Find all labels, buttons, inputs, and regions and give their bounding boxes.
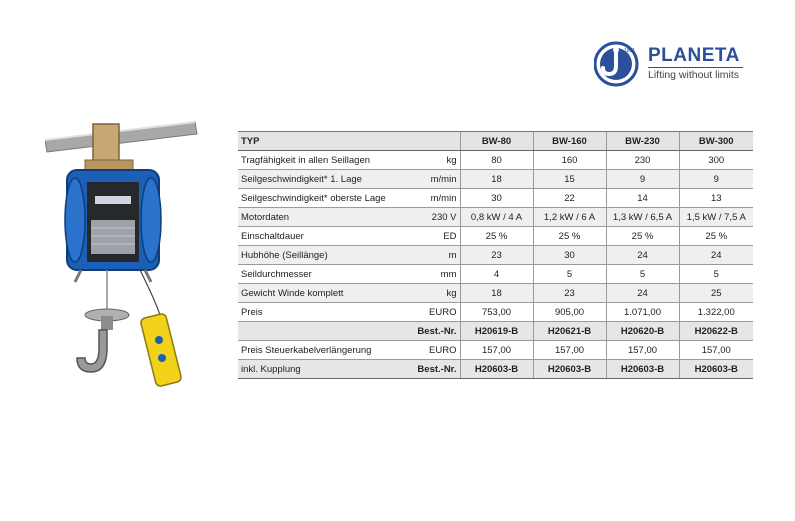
row-label: Seildurchmesser: [241, 268, 312, 280]
svg-text:1861: 1861: [624, 48, 636, 54]
table-cell: 23: [460, 246, 533, 265]
row-unit: 230 V: [431, 211, 457, 223]
table-cell: 24: [679, 246, 753, 265]
table-cell: 160: [533, 151, 606, 170]
row-unit: m/min: [430, 173, 457, 185]
table-header-row: [238, 132, 753, 151]
price-cell: 905,00: [533, 303, 606, 322]
table-cell: 18: [460, 170, 533, 189]
table-cell: 15: [533, 170, 606, 189]
table-cell: 18: [460, 284, 533, 303]
table-row: [238, 246, 753, 265]
price-cell: 157,00: [460, 341, 533, 360]
header-model: BW-230: [606, 132, 679, 151]
cable-code-row: [238, 360, 753, 379]
row-label-cell: [238, 265, 460, 284]
row-unit: EURO: [429, 306, 457, 318]
row-unit: mm: [440, 268, 457, 280]
order-code-cell: H20619-B: [460, 322, 533, 341]
table-cell: 25 %: [606, 227, 679, 246]
header-model: BW-160: [533, 132, 606, 151]
row-label: Einschaltdauer: [241, 230, 304, 242]
spec-table: [238, 131, 753, 379]
planeta-logo: [594, 40, 754, 96]
table-row: [238, 151, 753, 170]
row-label-cell: [238, 151, 460, 170]
order-code-cell: H20603-B: [679, 360, 753, 379]
table-cell: 30: [460, 189, 533, 208]
order-code-cell: H20622-B: [679, 322, 753, 341]
table-cell: 1,5 kW / 7,5 A: [679, 208, 753, 227]
price-cell: 1.071,00: [606, 303, 679, 322]
order-code-cell: H20603-B: [606, 360, 679, 379]
table-cell: 13: [679, 189, 753, 208]
row-label: Seilgeschwindigkeit* 1. Lage: [241, 173, 362, 185]
table-cell: 0,8 kW / 4 A: [460, 208, 533, 227]
table-cell: 5: [679, 265, 753, 284]
row-label-cell: [238, 170, 460, 189]
order-code-cell: H20620-B: [606, 322, 679, 341]
row-label-cell: [238, 246, 460, 265]
price-cell: 157,00: [533, 341, 606, 360]
table-cell: 25 %: [533, 227, 606, 246]
table-cell: 230: [606, 151, 679, 170]
row-label-cell: [238, 303, 460, 322]
table-cell: 1,3 kW / 6,5 A: [606, 208, 679, 227]
brand-name: PLANETA: [648, 45, 740, 66]
row-label: Hubhöhe (Seillänge): [241, 249, 328, 261]
table-cell: 25 %: [679, 227, 753, 246]
brand-underline: [648, 67, 743, 68]
row-label: Seilgeschwindigkeit* oberste Lage: [241, 192, 386, 204]
table-cell: 9: [679, 170, 753, 189]
order-code-row: [238, 322, 753, 341]
price-cell: 157,00: [679, 341, 753, 360]
table-cell: 9: [606, 170, 679, 189]
table-cell: 4: [460, 265, 533, 284]
table-cell: 80: [460, 151, 533, 170]
table-row: [238, 208, 753, 227]
table-cell: 24: [606, 284, 679, 303]
table-cell: 300: [679, 151, 753, 170]
table-cell: 25: [679, 284, 753, 303]
row-label: Motordaten: [241, 211, 290, 223]
table-cell: 5: [606, 265, 679, 284]
table-cell: 22: [533, 189, 606, 208]
row-label-cell: [238, 284, 460, 303]
order-code-cell: H20603-B: [460, 360, 533, 379]
price-cell: 1.322,00: [679, 303, 753, 322]
row-label-cell: [238, 341, 460, 360]
row-unit: m: [448, 249, 457, 261]
table-cell: 30: [533, 246, 606, 265]
table-cell: 24: [606, 246, 679, 265]
price-cell: 753,00: [460, 303, 533, 322]
row-label: Preis: [241, 306, 263, 318]
table-cell: 1,2 kW / 6 A: [533, 208, 606, 227]
table-cell: 23: [533, 284, 606, 303]
order-code-cell: H20603-B: [533, 360, 606, 379]
order-code-label: Best.-Nr.: [417, 363, 457, 375]
table-cell: 5: [533, 265, 606, 284]
row-label-cell: [238, 227, 460, 246]
row-unit: kg: [446, 154, 457, 166]
table-row: [238, 284, 753, 303]
row-label-cell: [238, 360, 460, 379]
brand-tagline: Lifting without limits: [648, 69, 740, 81]
header-model: BW-80: [460, 132, 533, 151]
row-unit: ED: [443, 230, 457, 242]
table-cell: 14: [606, 189, 679, 208]
row-label: Tragfähigkeit in allen Seillagen: [241, 154, 371, 166]
header-typ: TYP: [238, 132, 460, 151]
table-row: [238, 227, 753, 246]
row-label-cell: [238, 189, 460, 208]
header-model: BW-300: [679, 132, 753, 151]
table-row: [238, 265, 753, 284]
row-label: inkl. Kupplung: [241, 363, 301, 375]
table-cell: 25 %: [460, 227, 533, 246]
table-row: [238, 170, 753, 189]
order-code-cell: H20621-B: [533, 322, 606, 341]
hoist-product-image: [45, 110, 220, 410]
order-code-label: Best.-Nr.: [238, 322, 460, 341]
row-unit: EURO: [429, 344, 457, 356]
price-row: [238, 303, 753, 322]
price-cell: 157,00: [606, 341, 679, 360]
row-label-cell: [238, 208, 460, 227]
row-unit: kg: [446, 287, 457, 299]
table-row: [238, 189, 753, 208]
row-label: Gewicht Winde komplett: [241, 287, 344, 299]
row-label: Preis Steuerkabelverlängerung: [241, 344, 372, 356]
cable-price-row: [238, 341, 753, 360]
hook-logo-icon: [594, 40, 640, 92]
row-unit: m/min: [430, 192, 457, 204]
